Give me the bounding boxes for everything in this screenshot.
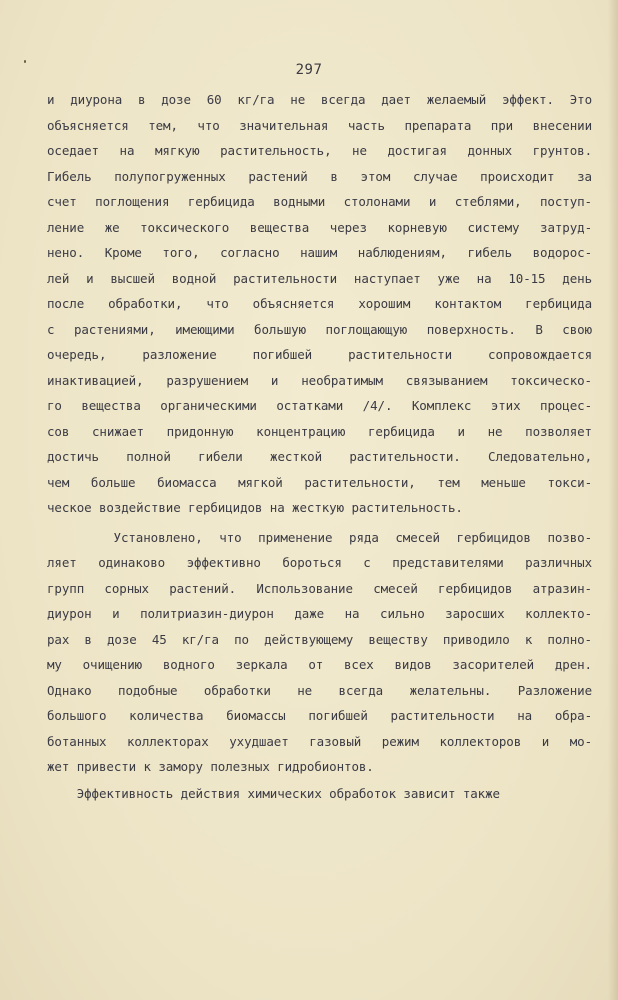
text-line: счет поглощения гербицида водными столонами и стеблями, поступ- — [47, 194, 592, 209]
body-text — [47, 87, 592, 806]
text-line: Установлено, что применение ряда смесей гербицидов позво- — [47, 529, 592, 545]
text-line: групп сорных растений. Использование смесей гербицидов атразин- — [47, 580, 592, 596]
text-line: с растениями, имеющими большую поглощающую поверхность. В свою — [47, 321, 592, 337]
text-line: достичь полной гибели жесткой растительности. Следовательно, — [47, 449, 592, 464]
text-line: большого количества биомассы погибшей растительности на обра- — [47, 708, 592, 723]
text-line: ление же токсического вещества через корневую систему затруд- — [47, 219, 592, 235]
text-line: му очищению водного зеркала от всех видов засорителей дрен. — [47, 657, 592, 672]
text-line: после обработки, что объясняется хорошим контактом гербицида — [47, 296, 592, 311]
text-line: нено. Кроме того, согласно нашим наблюдениям, гибель водорос- — [47, 245, 592, 260]
text-line: ботанных коллекторах ухудшает газовый режим коллекторов и мо- — [47, 733, 592, 749]
page-edge-shadow — [608, 0, 618, 1000]
text-line: объясняется тем, что значительная часть препарата при внесении — [47, 117, 592, 133]
paragraph-2 — [47, 525, 592, 780]
text-line: лей и высшей водной растительности наступает уже на 10-15 день — [47, 270, 592, 286]
text-line: чем больше биомасса мягкой растительности, тем меньше токси- — [47, 474, 592, 490]
text-line: рах в дозе 45 кг/га по действующему веществу приводило к полно- — [47, 631, 592, 647]
text-line: очередь, разложение погибшей растительности сопровождается — [47, 347, 592, 362]
paragraph-3 — [47, 781, 592, 807]
text-line: ческое воздействие гербицидов на жесткую растительность. — [47, 500, 463, 515]
text-line: оседает на мягкую растительность, не достигая донных грунтов. — [47, 143, 592, 158]
text-line: инактивацией, разрушением и необратимым связыванием токсическо- — [47, 372, 592, 388]
page-number: 297 — [295, 62, 323, 78]
text-line: жет привести к замору полезных гидробионтов. — [47, 759, 374, 774]
paragraph-1 — [47, 87, 592, 521]
text-line: ляет одинаково эффективно бороться с представителями различных — [47, 555, 592, 570]
text-line: Эффективность действия химических обработок зависит также — [47, 785, 500, 801]
text-line: Однако подобные обработки не всегда желательны. Разложение — [47, 682, 592, 698]
text-line: сов снижает придонную концентрацию гербицида и не позволяет — [47, 423, 592, 439]
text-line: и диурона в дозе 60 кг/га не всегда дает желаемый эффект. Это — [47, 92, 592, 107]
text-line: го вещества органическими остатками /4/. Комплекс этих процес- — [47, 398, 592, 413]
text-line: диурон и политриазин-диурон даже на сильно заросших коллекто- — [47, 606, 592, 621]
text-line: Гибель полупогруженных растений в этом случае происходит за — [47, 168, 592, 184]
